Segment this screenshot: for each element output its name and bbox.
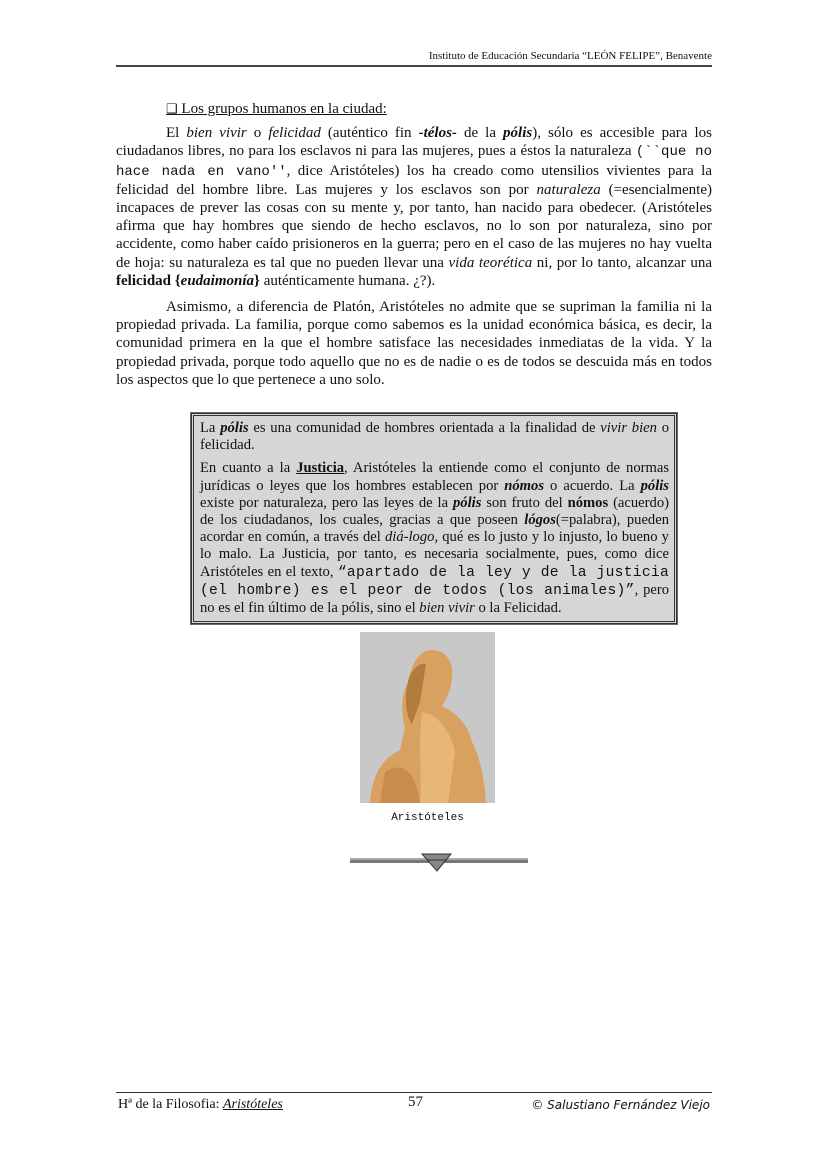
section-title: Los grupos humanos en la ciudad: bbox=[181, 101, 387, 117]
text: es una comunidad de hombres orientada a la finalidad de bbox=[248, 420, 601, 436]
text: bien vivir bbox=[419, 600, 475, 617]
text: El bbox=[166, 125, 187, 142]
text: (acuerdo) de los ciudadanos, los cuales, gracias a que poseen bbox=[200, 494, 669, 529]
text: de la bbox=[456, 125, 504, 142]
text: , qué es lo justo y lo injusto, lo bueno y lo malo. La Justicia, por tanto, es necesaria socialmente, pues, como dice Aristóteles en el texto, bbox=[200, 529, 669, 580]
text: ), sólo es accesible para los ciudadanos libres, no para los esclavos ni para las mujeres, pues a éstos la naturaleza bbox=[116, 125, 712, 160]
paragraph-2: Asimismo, a diferencia de Platón, Aristóteles no admite que se supriman la familia ni la propiedad privada. La familia, porque como sabemos es la unidad económica básica, es decir, la comunidad primera en la que el hombre satisface las necesidades inmediatas de la vida. Y la propiedad privada, porque todo aquello que no es de nadie o es de todos se descuida más en todos los aspectos que lo que pertenece a uno solo. bbox=[116, 299, 712, 388]
text: o bbox=[246, 125, 269, 142]
text: La bbox=[200, 420, 221, 436]
quote-text: “apartado de la ley y de la justicia (el hombre) es el peor de todos (los animales)” bbox=[200, 564, 669, 599]
text: , dice Aristóteles) los ha creado como utensilios vivientes para la felicidad del hombre libre. Las mujeres y los esclavos son por bbox=[116, 162, 712, 198]
text: , Aristóteles la entiende como el conjunto de normas jurídicas o leyes que los hombres establecen por bbox=[200, 460, 669, 494]
text: naturaleza bbox=[536, 181, 601, 198]
text: -télos- bbox=[418, 125, 457, 142]
text: o felicidad. bbox=[200, 420, 669, 454]
text: } bbox=[254, 272, 260, 289]
text: pólis bbox=[453, 494, 482, 511]
text: lógos bbox=[524, 512, 556, 529]
text: vida teorética bbox=[448, 254, 533, 271]
text: Justicia bbox=[296, 460, 345, 477]
text: ni, por lo tanto, alcanzar una bbox=[532, 254, 712, 271]
text: auténticamente humana. ¿?). bbox=[259, 272, 436, 289]
section-divider bbox=[350, 852, 528, 874]
paragraph-1 bbox=[116, 124, 712, 290]
summary-box bbox=[191, 413, 677, 624]
text: nómos bbox=[567, 494, 609, 511]
text: , pero no es el fin último de la pólis, sino el bbox=[200, 581, 670, 617]
text: pólis bbox=[503, 125, 533, 142]
text: (=esencialmente) incapaces de prever las cosas con su mente y, por tanto, han nacido para obedecer. (Aristóteles afirma que hay hombres que siendo de hecho esclavos, no lo son por naturaleza, sino por accidente, como haber caído prisioneros en la guerra; pero en el caso de las mujeres no hay vuelta de hoja: su naturaleza es tal que no pueden llevar una bbox=[116, 181, 713, 271]
text: bien vivir bbox=[186, 125, 247, 142]
text: felicidad bbox=[268, 125, 321, 142]
footer-topic-link[interactable]: Aristóteles bbox=[222, 1097, 283, 1112]
text: o la Felicidad. bbox=[474, 600, 562, 617]
text: felicidad { bbox=[116, 272, 181, 289]
checkbox-bullet-icon: ❑ bbox=[166, 101, 178, 116]
page-header: Instituto de Educación Secundaria “LEÓN FELIPE”, Benavente bbox=[116, 50, 712, 67]
figure-caption: Aristóteles bbox=[391, 812, 464, 824]
text: diá-logo bbox=[384, 529, 435, 546]
page-footer bbox=[116, 1092, 712, 1112]
text: existe por naturaleza, pero las leyes de la bbox=[200, 494, 453, 511]
text: pólis bbox=[220, 420, 249, 436]
text: nómos bbox=[504, 477, 545, 494]
footer-course bbox=[118, 1097, 283, 1113]
quote-text: (``que no hace nada en vano'' bbox=[116, 144, 712, 180]
aristotle-statue-image bbox=[360, 632, 495, 803]
box-paragraph-2 bbox=[200, 460, 669, 617]
text: (auténtico fin bbox=[320, 125, 419, 142]
text: vivir bien bbox=[600, 420, 657, 436]
section-heading bbox=[166, 100, 712, 118]
main-column bbox=[116, 100, 712, 397]
text: o acuerdo. La bbox=[544, 477, 641, 494]
text: eudaimonía bbox=[180, 272, 255, 289]
page-number: 57 bbox=[408, 1094, 423, 1110]
footer-author: © Salustiano Fernández Viejo bbox=[531, 1098, 710, 1112]
box-paragraph-1 bbox=[200, 420, 669, 454]
text: pólis bbox=[640, 477, 669, 494]
text: (=palabra), pueden acordar en común, a través del bbox=[200, 512, 669, 546]
text: son fruto del bbox=[481, 494, 568, 511]
footer-course-label: Hª de la Filosofia: bbox=[118, 1097, 223, 1112]
text: En cuanto a la bbox=[200, 460, 297, 477]
